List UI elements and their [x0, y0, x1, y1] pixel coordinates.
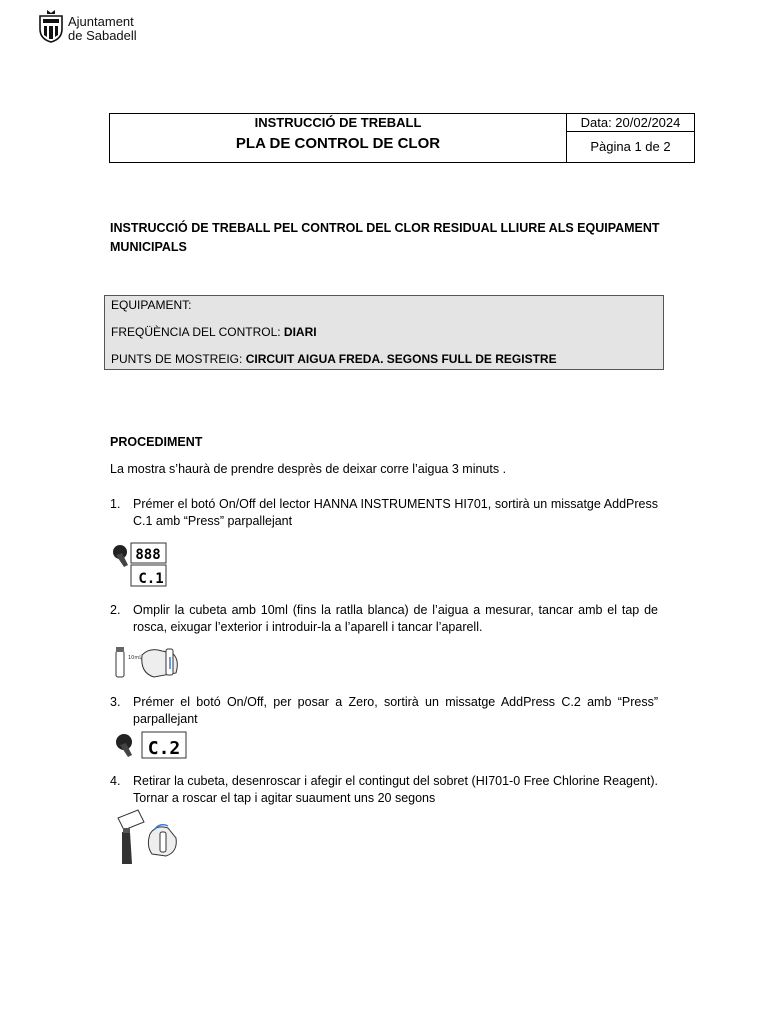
header-title-cell	[110, 114, 567, 162]
display-text-3: C.2	[147, 738, 181, 759]
step-1-display-illustration	[110, 541, 168, 589]
sampling-points-line	[111, 352, 557, 366]
header-subtitle: PLA DE CONTROL DE CLOR	[235, 135, 441, 152]
header-title: INSTRUCCIÓ DE TREBALL	[254, 115, 422, 130]
step-2-cuvette-illustration	[110, 645, 202, 681]
frequency-label: FREQÜÈNCIA DEL CONTROL:	[111, 325, 284, 339]
step-number: 4.	[110, 774, 121, 788]
display-text-1b: C.1	[138, 571, 164, 587]
display-text-1a: 888	[135, 547, 161, 563]
step-2	[110, 602, 658, 636]
step-text: Prémer el botó On/Off, per posar a Zero, sortirà un missatge AddPress C.2 amb “Press” parpallejant	[133, 695, 658, 726]
step-text: Prémer el botó On/Off del lector HANNA INSTRUMENTS HI701, sortirà un missatge AddPress C.1 amb “Press” parpallejant	[133, 497, 658, 528]
step-4-reagent-illustration	[110, 808, 182, 866]
step-1	[110, 496, 658, 530]
frequency-value: DIARI	[283, 325, 317, 339]
document-title: INSTRUCCIÓ DE TREBALL PEL CONTROL DEL CLOR RESIDUAL LLIURE ALS EQUIPAMENT MUNICIPALS	[110, 221, 660, 254]
equipment-line	[111, 298, 191, 312]
sampling-points-label: PUNTS DE MOSTREIG:	[111, 352, 246, 366]
equipment-label: EQUIPAMENT:	[111, 298, 192, 312]
step-number: 2.	[110, 603, 121, 617]
step-text: Retirar la cubeta, desenroscar i afegir el contingut del sobret (HI701-0 Free Chlorine Reagent). Tornar a roscar el tap i agitar suaument uns 20 segons	[133, 774, 658, 805]
step-number: 3.	[110, 695, 121, 709]
document-header-table	[109, 113, 695, 163]
header-date: Data: 20/02/2024	[567, 114, 694, 132]
procedure-heading: PROCEDIMENT	[110, 435, 203, 449]
info-box	[104, 295, 664, 370]
header-meta-cell	[567, 114, 694, 162]
logo-text-line1: Ajuntament	[68, 14, 134, 29]
step-text: Omplir la cubeta amb 10ml (fins la ratlla blanca) de l’aigua a mesurar, tancar amb el tap de rosca, eixugar l’exterior i introduir-la a l’aparell i tancar l’aparell.	[133, 603, 658, 634]
cuvette-volume-label: 10mL	[128, 655, 143, 661]
frequency-line	[111, 325, 317, 339]
header-page-number: Pàgina 1 de 2	[590, 139, 671, 154]
sabadell-crest-icon	[38, 9, 64, 43]
step-4	[110, 773, 658, 807]
step-3	[110, 694, 658, 728]
procedure-intro: La mostra s’haurà de prendre desprès de deixar corre l’aigua 3 minuts .	[110, 462, 507, 476]
step-3-display-illustration	[110, 729, 190, 761]
municipal-logo	[38, 9, 148, 47]
sampling-points-value: CIRCUIT AIGUA FREDA. SEGONS FULL DE REGISTRE	[245, 352, 557, 366]
logo-text-line2: de Sabadell	[68, 28, 137, 43]
step-number: 1.	[110, 497, 121, 511]
